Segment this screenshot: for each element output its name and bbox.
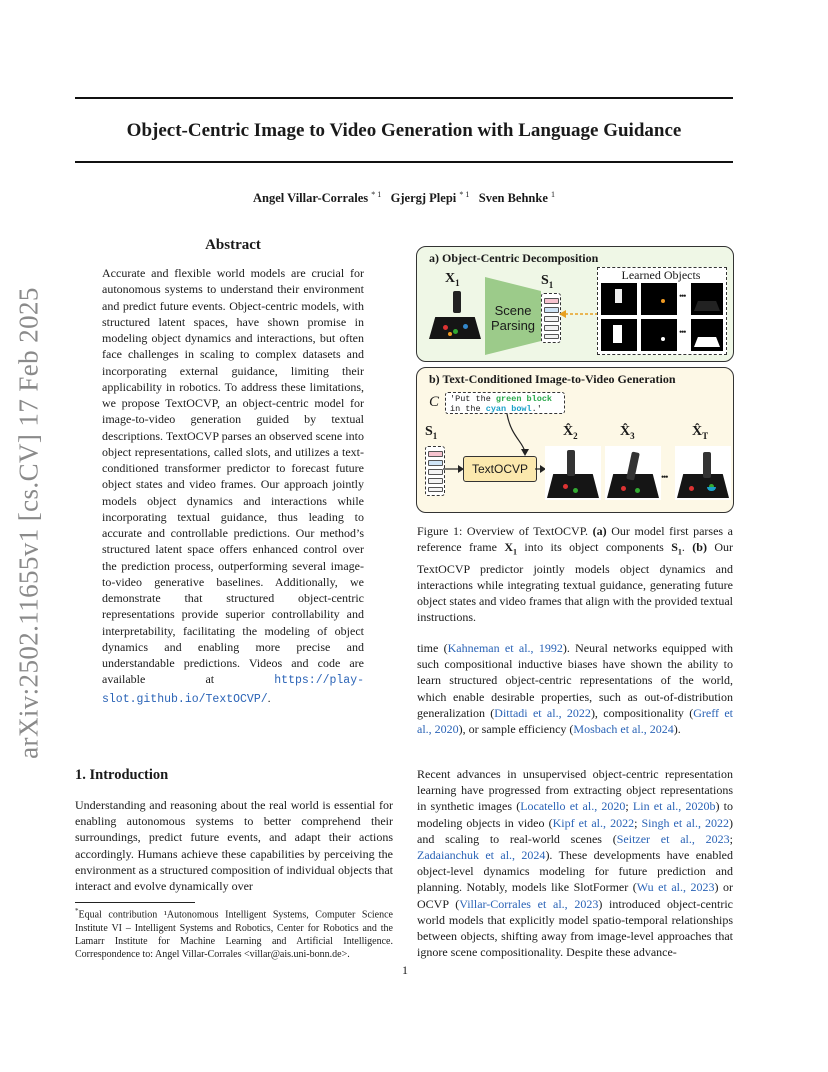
abstract-text: Accurate and flexible world models are crucial for autonomous systems to understand their environment and predict future events. Object-centric models, with structured latent spaces, have shown promise in modeling object dynamics and interactions, but often face challenges in scaling to complex datasets and incorporating external guidance, limiting their applicability in robotics. To address these limitations, we propose TextOCVP, an object-centric model for image-to-video generation guided by textual descriptions. TextOCVP parses an observed scene into object representations, called slots, and utilizes a text-conditioned transformer predictor to forecast future object states and video frames. Our approach jointly models object dynamics and interactions while incorporating textual guidance, thus leading to accurate and controllable predictions. Our method’s structured latent space offers enhanced control over the prediction process, outperforming several image-to-video generative baselines. Additionally, we demonstrate that structured object-centric representations provide superior controllability and interpretability, facilitating the modeling of object dynamics and enabling more precise and understandable predictions. Videos and code are available at	[102, 266, 364, 687]
text-to-model-arrow	[487, 414, 547, 456]
slot-stack	[541, 293, 561, 343]
x1-label: $X_1$	[445, 271, 460, 288]
object-ball-green	[635, 488, 640, 493]
slot	[544, 298, 559, 304]
intro-paragraph: Understanding and reasoning about the real world is essential for enabling autonomous systems to better comprehend their surroundings, predict future events, and adapt their actions accordingly. Humans achieve these capabilities by perceiving the environment as a structured composition of individual objects that interact and evolve dynamically over	[75, 798, 393, 894]
ellipsis: •••	[679, 327, 686, 337]
panel-a-title: a) Object-Centric Decomposition	[429, 251, 599, 265]
citation-link[interactable]: Villar-Corrales et al., 2023	[459, 896, 599, 911]
paragraph-text: time (	[417, 641, 448, 655]
scene-parsing-label: Scene Parsing	[490, 303, 536, 333]
mask-table	[691, 319, 723, 351]
author-name: Angel Villar-Corrales	[253, 191, 369, 206]
paragraph-text: ).	[673, 722, 681, 737]
predicted-frame-3	[605, 446, 661, 500]
ellipsis: •••	[679, 291, 686, 301]
paragraph-text: ;	[625, 799, 633, 814]
slot	[544, 325, 559, 331]
footnote	[75, 905, 393, 961]
slot	[428, 460, 443, 466]
prompt-green: green block	[495, 394, 553, 404]
paragraph-text: ;	[729, 831, 733, 846]
learned-objects-label: Learned Objects	[621, 268, 701, 282]
title-bottom-rule	[75, 161, 733, 163]
arxiv-watermark	[6, 288, 52, 758]
slot	[428, 451, 443, 457]
slot	[544, 334, 559, 339]
author-mark: 1	[551, 190, 555, 199]
abstract-body	[102, 265, 364, 708]
object-ball-green	[573, 488, 578, 493]
mask-arm	[601, 319, 637, 351]
table-surface	[547, 474, 599, 498]
object-mask-table	[691, 283, 723, 315]
paragraph-text: ). Neural networks equipped with such compositional inductive biases have shown the ability to learn structured object-centric representations of the world, which enable desirable properties, such as out-of-distribution generalization (	[417, 641, 733, 720]
citation-link[interactable]: Locatello et al., 2020	[520, 799, 626, 814]
author-mark: * 1	[459, 190, 470, 199]
figure-caption: Figure 1: Overview of TextOCVP. (a) Our model first parses a reference frame $X_1$ into its object components $S_1$. (b) Our TextOCVP predictor jointly models object dynamics and interactions while integrating textual guidance, generating future object states and video frames that align with the provided textual instructions.	[417, 524, 733, 625]
citation-link[interactable]: Kahneman et al., 1992	[447, 641, 563, 655]
object-ball-green	[453, 329, 458, 334]
citation-link[interactable]: Singh et al., 2022	[641, 815, 729, 830]
xhatT-label: $X̂_T$	[692, 424, 709, 441]
citation-link[interactable]: Lin et al., 2020b	[632, 799, 716, 814]
paragraph-text: ) or OCVP (	[417, 880, 734, 911]
caption-label: Figure 1:	[417, 524, 463, 538]
paragraph-text: ) and scaling to real-world scenes (	[417, 815, 733, 846]
s1-label: $S_1$	[425, 424, 438, 441]
citation-link[interactable]: Greff et al., 2020	[417, 705, 733, 737]
xhat2-label: $X̂_2$	[563, 424, 578, 441]
robot-arm	[453, 291, 461, 313]
citation-link[interactable]: Zadaianchuk et al., 2024	[417, 848, 546, 863]
citation-link[interactable]: Mosbach et al., 2024	[573, 722, 674, 737]
object-ball-orange	[448, 332, 452, 336]
abstract-heading: Abstract	[205, 237, 261, 253]
caption-x1: $X_1$	[504, 540, 518, 557]
robot-arm	[567, 450, 575, 476]
object-mask-arm	[601, 283, 637, 315]
robot-arm	[703, 452, 711, 478]
slots-to-model-arrow	[443, 464, 465, 474]
footnote-text: Equal contribution ¹Autonomous Intelligent Systems, Computer Science Institute VI – Intelligent Systems and Robotics, Center for Robotics and the Lamarr Institute for Machine Learning and Artificial Intelligence. Correspondence to: Angel Villar-Corrales <villar@ais.uni-bonn.de>.	[75, 909, 393, 960]
paragraph-text: ;	[634, 815, 642, 830]
paragraph-text: ) to modeling objects in video (	[417, 799, 733, 830]
caption-title: Overview of TextOCVP.	[466, 524, 589, 538]
introduction-heading: 1. Introduction	[75, 767, 169, 783]
caption-s1: $S_1$	[671, 540, 682, 557]
predicted-frame-2	[545, 446, 601, 500]
slot	[428, 469, 443, 475]
figure-panel-a	[416, 246, 734, 362]
object-ball-red	[443, 325, 448, 330]
xhat3-label: $X̂_3$	[620, 424, 635, 441]
caption-a-marker: (a)	[592, 524, 607, 538]
paragraph-text: ), or sample efficiency (	[458, 722, 574, 737]
footnote-mark: *	[75, 907, 79, 915]
object-mask-ball	[641, 283, 677, 315]
table-surface	[429, 317, 481, 339]
citation-link[interactable]: Kipf et al., 2022	[552, 815, 635, 830]
mask-ball	[641, 319, 677, 351]
title-top-rule	[75, 97, 733, 99]
author-mark: * 1	[371, 190, 382, 199]
paragraph-text: ) introduced object-centric world models that explicitly model spatio-temporal relationships between objects, shifting away from image-level approaches that ignore scene compositionality. Despite these advance-	[417, 896, 734, 960]
panel-b-title: b) Text-Conditioned Image-to-Video Generation	[429, 372, 676, 386]
slot	[428, 487, 443, 492]
page-number: 1	[402, 963, 408, 977]
figure-panel-b	[416, 367, 734, 513]
c-label: C	[429, 394, 440, 410]
citation-link[interactable]: Seitzer et al., 2023	[616, 831, 730, 846]
intro-col2-paragraph-2	[417, 766, 733, 960]
code-url-link[interactable]: https://play-slot.github.io/TextOCVP/	[102, 674, 364, 706]
reference-frame	[427, 287, 485, 345]
ellipsis: •••	[661, 472, 668, 482]
paragraph-text: Recent advances in unsupervised object-centric representation learning have progressed from extracting object representations in synthetic images (	[417, 767, 733, 814]
slot	[544, 316, 559, 322]
text-prompt-box: 'Put the green block in the cyan bowl.'	[445, 392, 565, 414]
object-ball-blue	[463, 324, 468, 329]
slot	[428, 478, 443, 484]
citation-link[interactable]: Dittadi et al., 2022	[494, 705, 591, 720]
intro-col2-paragraph-1	[417, 640, 733, 737]
object-ball-red	[621, 486, 626, 491]
caption-a-text2: into its object components	[524, 540, 664, 555]
author-name: Gjergj Plepi	[390, 191, 457, 206]
paper-title: Object-Centric Image to Video Generation with Language Guidance	[126, 120, 682, 141]
citation-link[interactable]: Wu et al., 2023	[636, 880, 715, 895]
s1-label: $S_1$	[541, 273, 554, 290]
caption-b-text: Our TextOCVP predictor jointly models object dynamics and interactions while integrating textual guidance, generating future object states and video frames that align with the provided textual instructions.	[417, 540, 733, 625]
object-ball-red	[689, 486, 694, 491]
author-name: Sven Behnke	[478, 191, 548, 206]
caption-b-marker: (b)	[692, 540, 707, 555]
abstract-end: .	[267, 690, 271, 705]
author-list	[75, 190, 733, 206]
arxiv-id: arXiv:2502.11655v1 [cs.CV] 17 Feb 2025	[13, 287, 44, 759]
slot-stack	[425, 446, 445, 496]
prompt-cyan: cyan bowl	[485, 404, 532, 414]
object-ball-red	[563, 484, 568, 489]
paragraph-text: ). These developments have enabled object-level dynamics modeling for future prediction and planning. Notably, models like SlotFormer (	[417, 848, 734, 895]
decode-arrow	[559, 307, 599, 321]
caption-a-text: Our model first parses a reference frame	[417, 524, 733, 555]
paragraph-text: ), compositionality (	[590, 705, 694, 720]
footnote-rule	[75, 902, 195, 903]
textocvp-box: TextOCVP	[463, 456, 537, 482]
slot	[544, 307, 559, 313]
predicted-frame-T	[675, 446, 731, 500]
